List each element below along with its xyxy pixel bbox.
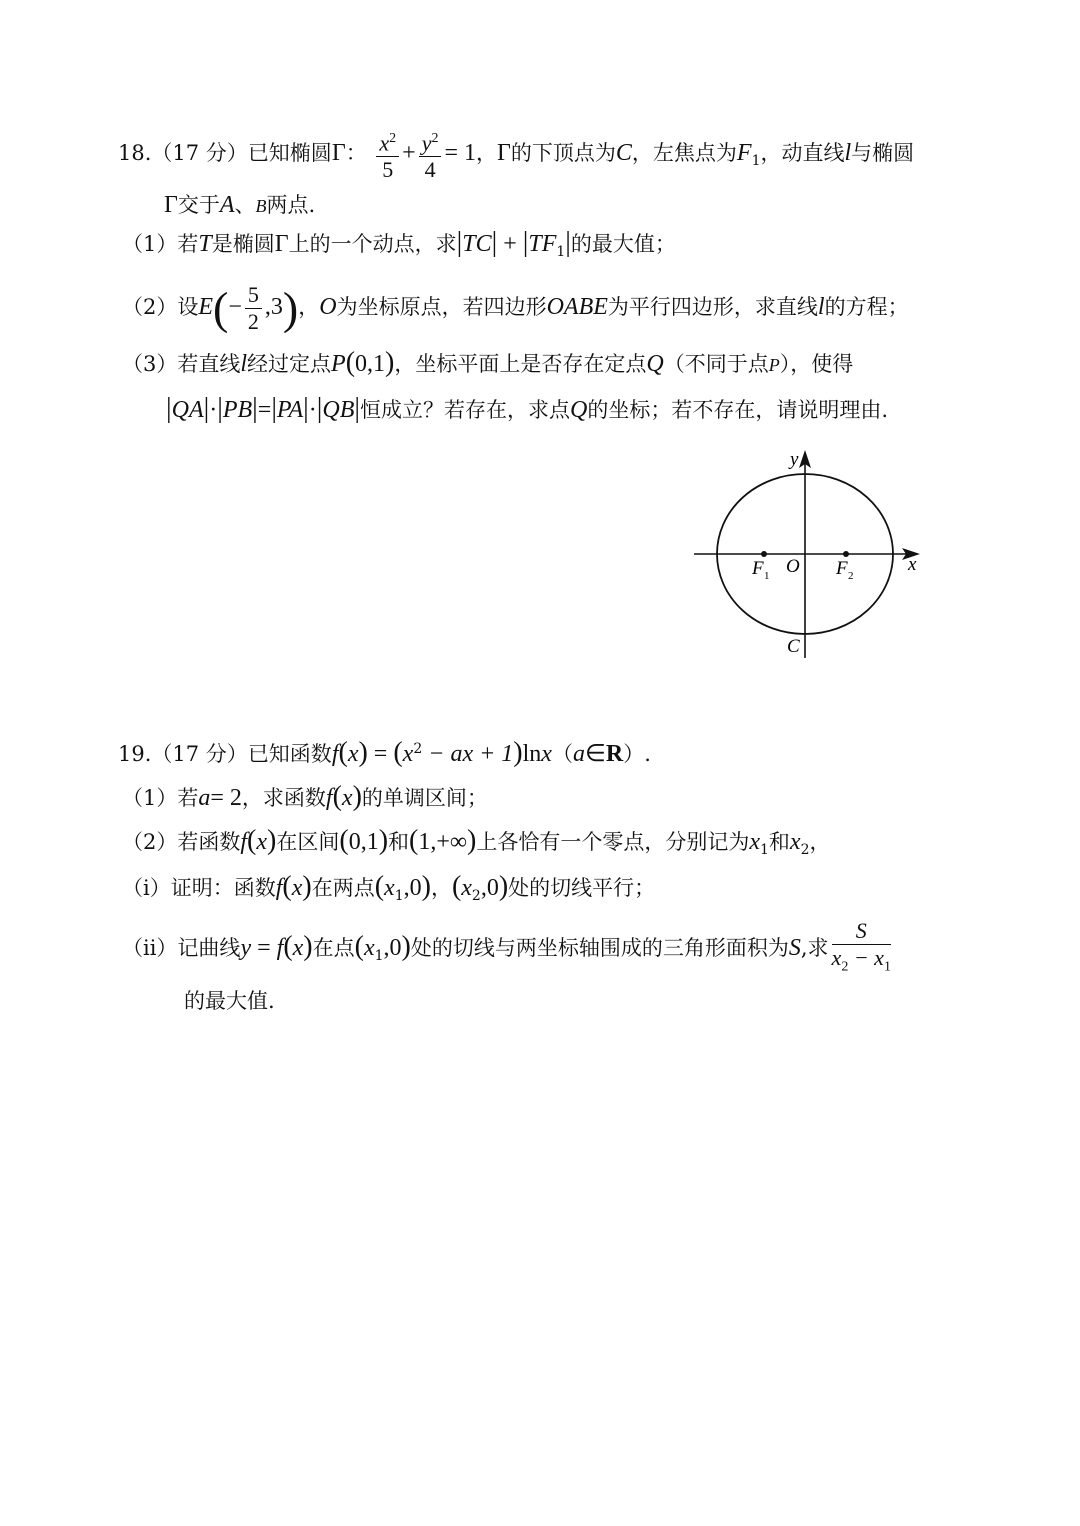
q19-part-2-ii: （ⅱ）记曲线y = f(x)在点$(x_1,0)$处的切线与两坐标轴围成的三角形面积为S,求 $\frac{S}{x_2 - x_1}$	[122, 916, 894, 987]
fraction-x2-over-5: $\frac{x^2}{5}$	[376, 126, 399, 183]
q19-part-2-ii-line-2: 的最大值.	[184, 989, 275, 1013]
q19-part-1: （1）若a= 2，求函数f(x)的单调区间；	[122, 781, 488, 812]
q19-number: 19.	[118, 742, 152, 766]
fraction-y2-over-4: $\frac{y^2}{4}$	[419, 126, 442, 183]
q19-part-2: （2）若函数f(x)在区间(0,1)和(1,+∞)上各恰有一个零点，分别记为$x_1$和$x_2$，	[122, 825, 831, 859]
f1-label: F	[752, 558, 764, 579]
q18-part-3-line-2: |QA|·|PB|=|PA|·|QB|恒成立？若存在，求点Q的坐标；若不存在，请说明理由.	[166, 393, 889, 424]
y-axis-label: y	[790, 449, 799, 470]
fraction-5-over-2: $\frac{5}{2}$	[245, 282, 262, 335]
focus-f1-point	[761, 551, 767, 557]
f2-subscript: 2	[848, 570, 854, 582]
fraction-S-over-x2-minus-x1: $\frac{S}{x_2 - x_1}$	[831, 918, 891, 975]
focus-f2-point	[843, 551, 849, 557]
q18-line-1: 18.（17 分）已知椭圆Γ： $\frac{x^2}{5}$ + $\frac{y^2}{4}$ = 1，Γ的下顶点为C，左焦点为$F_1$，动直线l与椭圆	[118, 122, 914, 192]
f1-subscript: 1	[764, 570, 770, 582]
q18-part-2: （2）设E(− $\frac{5}{2}$ ,3)，O为坐标原点，若四边形OABE为平行四边形，求直线l的方程；	[122, 282, 909, 334]
c-label: C	[787, 636, 800, 657]
f2-label: F	[836, 558, 848, 579]
x-axis-label: x	[908, 554, 917, 575]
q18-line-2: Γ交于A、B两点.	[164, 192, 316, 218]
origin-label: O	[786, 556, 800, 577]
q18-number: 18.	[118, 141, 152, 165]
q18-part-3: （3）若直线l经过定点P(0,1)，坐标平面上是否存在定点Q（不同于点P），使得	[122, 347, 854, 378]
q19-line-1: 19.（17 分）已知函数$f(x) = (x^2$ − ax + 1)lnx（a∈R）.	[118, 737, 651, 768]
ellipse-figure	[690, 448, 930, 663]
q18-part-1: （1）若T是椭圆Γ上的一个动点，求$|TC| + |TF_1|$的最大值；	[122, 227, 676, 261]
q19-part-2-i: （ⅰ）证明：函数f(x)在两点$(x_1,0)$，$(x_2,0)$处的切线平行；	[122, 871, 656, 905]
